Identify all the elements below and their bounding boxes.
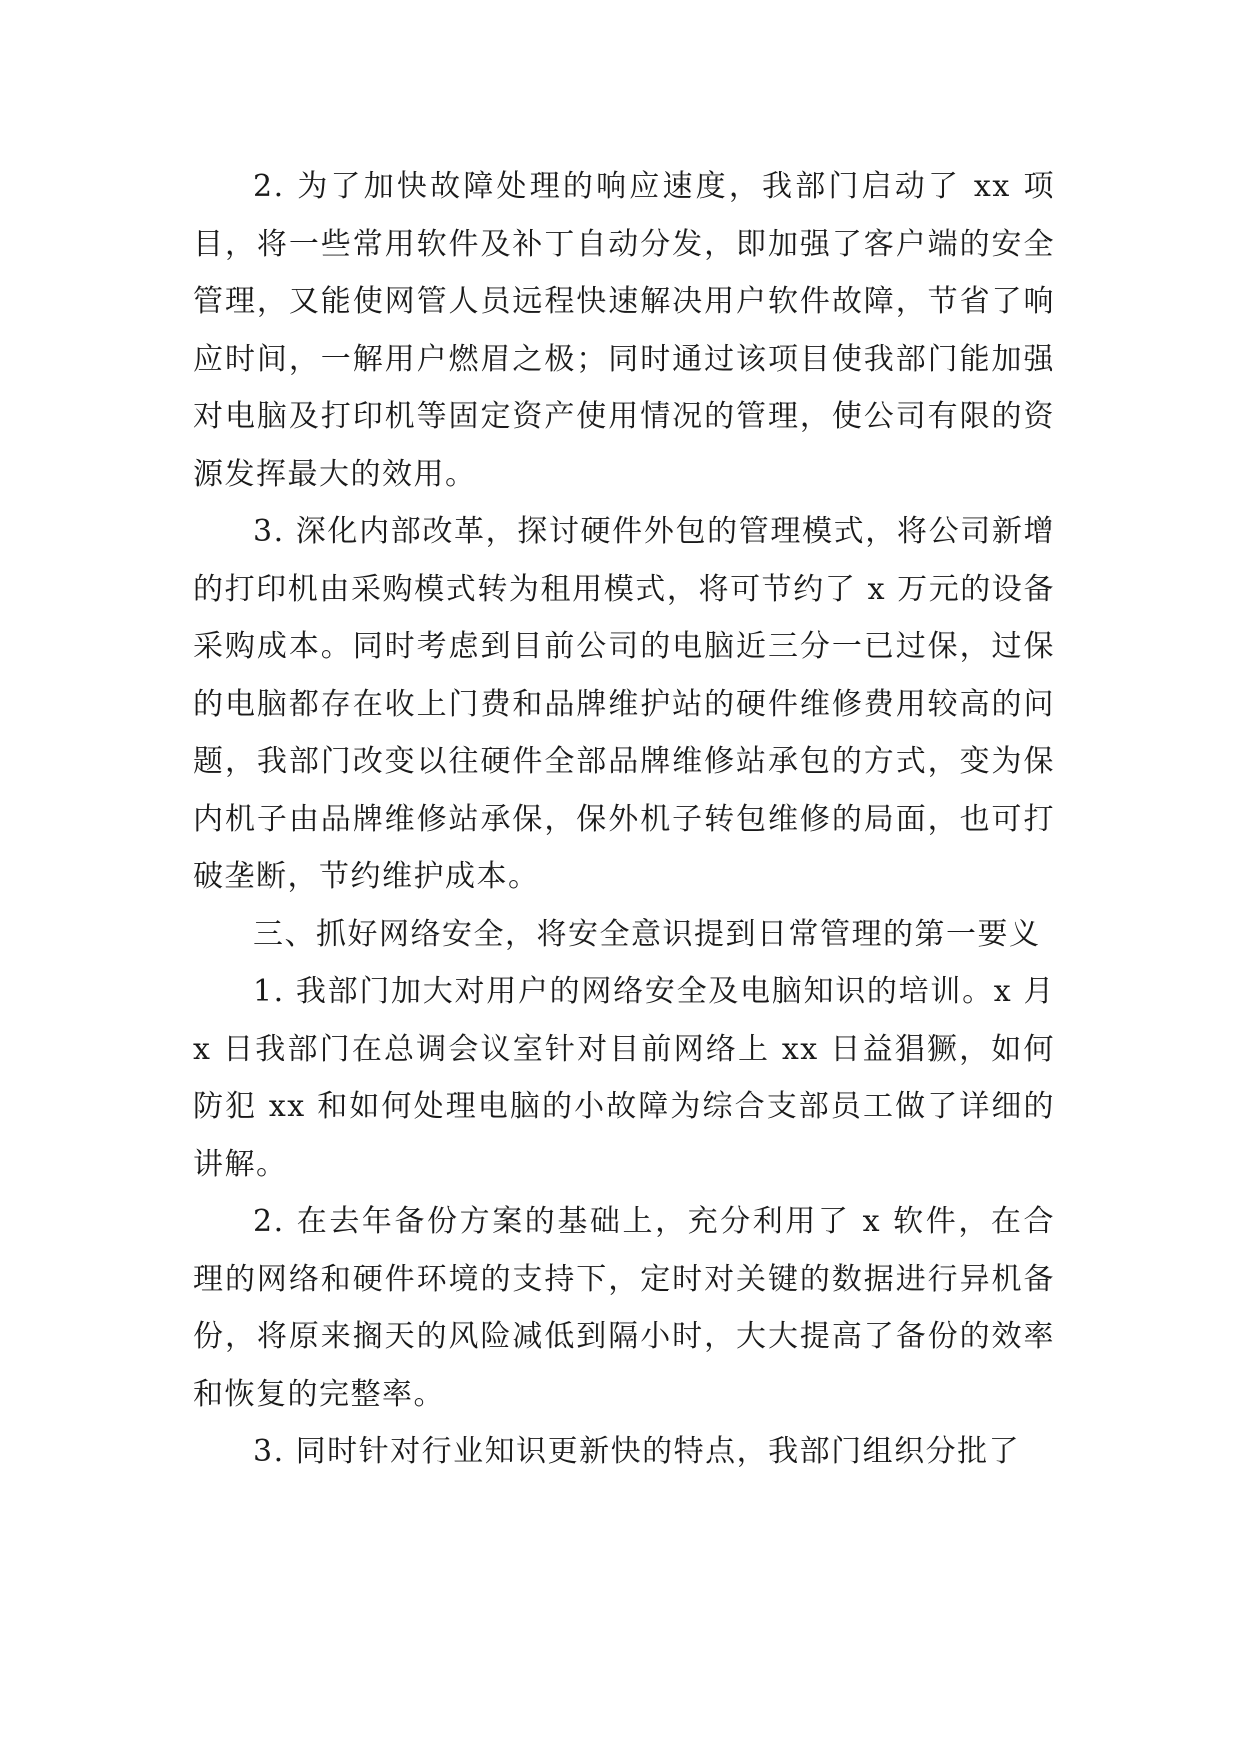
section-heading-network-security: 三、抓好网络安全，将安全意识提到日常管理的第一要义 [253, 916, 1041, 952]
paragraph-industry-knowledge: 3. 同时针对行业知识更新快的特点，我部门组织分批了 [253, 1434, 1021, 1469]
paragraph-user-training: 1. 我部门加大对用户的网络安全及电脑知识的培训。x 月 x 日我部门在总调会议室针对目前网络上 xx 日益猖獗，如何防犯 xx 和如何处理电脑的小故障为综合支部员工做了详细的讲解。 [193, 974, 1055, 1182]
paragraph-backup-plan: 2. 在去年备份方案的基础上，充分利用了 x 软件，在合理的网络和硬件环境的支持下，定时对关键的数据进行异机备份，将原来搁天的风险减低到隔小时，大大提高了备份的效率和恢复的完整率。 [193, 1204, 1055, 1412]
paragraph-project-deployment: 2. 为了加快故障处理的响应速度，我部门启动了 xx 项目，将一些常用软件及补丁自动分发，即加强了客户端的安全管理，又能使网管人员远程快速解决用户软件故障，节省了响应时间，一解用户燃眉之极；同时通过该项目使我部门能加强对电脑及打印机等固定资产使用情况的管理，使公司有限的资源发挥最大的效用。 [193, 169, 1055, 492]
paragraph-hardware-outsourcing: 3. 深化内部改革，探讨硬件外包的管理模式，将公司新增的打印机由采购模式转为租用模式，将可节约了 x 万元的设备采购成本。同时考虑到目前公司的电脑近三分一已过保，过保的电脑都存在收上门费和品牌维护站的硬件维修费用较高的问题，我部门改变以往硬件全部品牌维修站承包的方式，变为保内机子由品牌维修站承保，保外机子转包维修的局面，也可打破垄断，节约维护成本。 [193, 514, 1055, 894]
document-body [193, 158, 1055, 1481]
